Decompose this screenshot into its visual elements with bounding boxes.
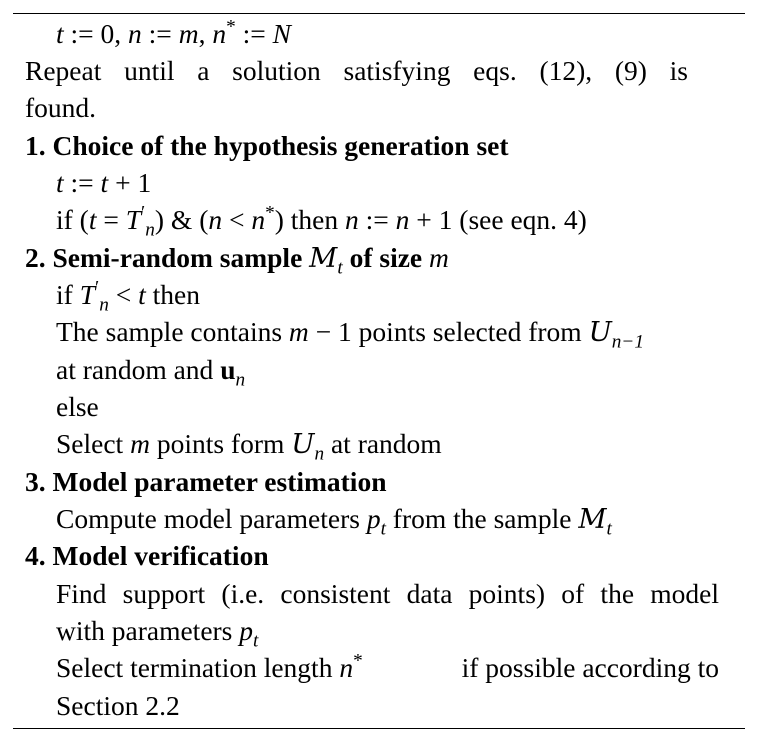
top-rule <box>13 13 745 14</box>
step4-line2: with parameters $p_t$ <box>56 615 259 652</box>
step1-heading: 1. Choice of the hypothesis generation set <box>25 130 509 161</box>
step3-line1: Compute model parameters $p_t$ from the sample $M_t$ <box>56 503 612 540</box>
step2-heading: 2. Semi-random sample $M_t$ of size m <box>25 242 449 279</box>
step2-line2: The sample contains m − 1 points selected from $U_{n-1}$ <box>56 316 644 353</box>
init-line: t := 0, n := m, n* := N <box>56 16 291 49</box>
step4-line3: Select termination length n* if possible according to <box>56 650 719 683</box>
step4-line4: Section 2.2 <box>56 690 180 721</box>
step2-line3: at random and $u_n$ <box>56 354 246 391</box>
step2-line5: Select m points form $U_n$ at random <box>56 428 442 465</box>
step1-line1: t := t + 1 <box>56 167 152 198</box>
step3-heading: 3. Model parameter estimation <box>25 466 387 497</box>
step4-line1: Find support (i.e. consistent data points) of the model <box>56 578 719 609</box>
step2-line1: if $T'_n < t$ then <box>56 277 200 316</box>
bottom-rule <box>13 728 745 729</box>
repeat-line: Repeat until a solution satisfying eqs. (12), (9) is <box>25 55 688 86</box>
step1-line2: if $(t = T'_n)$ & (n < n*) then n := n + 1 (see eqn. 4) <box>56 202 587 241</box>
step4-heading: 4. Model verification <box>25 540 269 571</box>
step2-else: else <box>56 391 99 422</box>
repeat-line-cont: found. <box>25 92 97 123</box>
